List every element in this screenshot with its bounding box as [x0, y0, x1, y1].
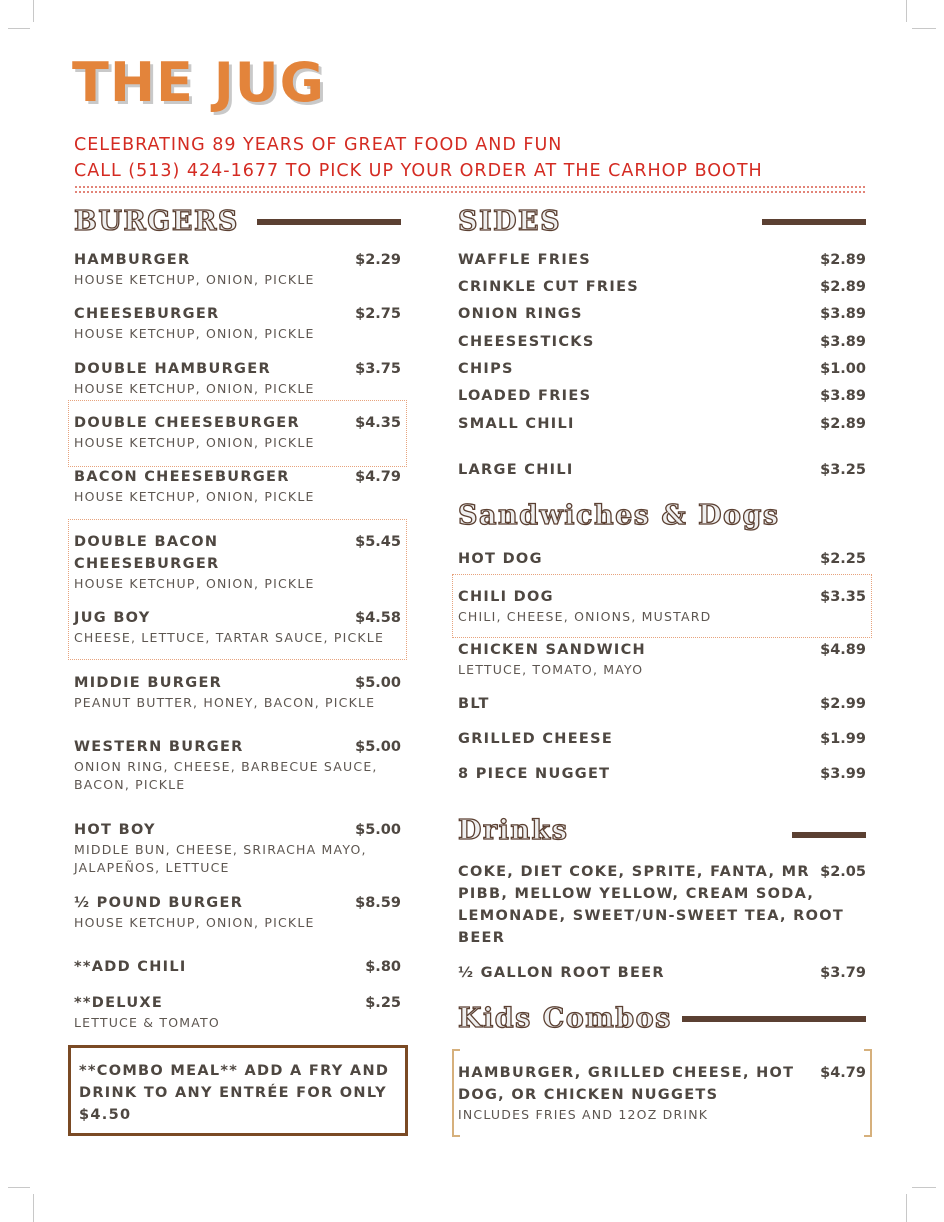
item-name: COKE, DIET COKE, SPRITE, FANTA, MR PIBB, MELLOW YELLOW, CREAM SODA, LEMONADE, SWEET/UN-SWEET TEA, ROOT BEER [458, 864, 845, 946]
menu-item [74, 531, 401, 593]
item-name: HAMBURGER [74, 252, 191, 268]
item-name: CHIPS [458, 361, 514, 377]
item-name: **DELUXE [74, 995, 164, 1011]
item-name: LARGE CHILI [458, 462, 574, 478]
item-description: HOUSE KETCHUP, ONION, PICKLE [74, 915, 315, 930]
item-price: $3.89 [820, 334, 866, 350]
item-name: DOUBLE HAMBURGER [74, 361, 271, 377]
item-price: $3.89 [820, 388, 866, 404]
item-price: $.25 [365, 995, 401, 1011]
section-title-burgers: BURGERS [74, 206, 239, 237]
crop-mark [33, 1194, 34, 1222]
item-price: $4.79 [820, 1065, 866, 1081]
section-rule [762, 219, 866, 225]
menu-item [458, 548, 866, 570]
item-price: $8.59 [355, 895, 401, 911]
crop-mark [912, 28, 936, 29]
menu-item [74, 466, 401, 506]
item-name: HOT BOY [74, 822, 156, 838]
item-name: HAMBURGER, GRILLED CHEESE, HOT DOG, OR CHICKEN NUGGETS [458, 1065, 795, 1103]
dotted-divider [74, 191, 866, 193]
item-price: $4.58 [355, 610, 401, 626]
item-price: $4.35 [355, 415, 401, 431]
item-name: GRILLED CHEESE [458, 731, 614, 747]
item-name: BLT [458, 696, 490, 712]
item-name: SMALL CHILI [458, 416, 575, 432]
combo-meal-box [68, 1045, 408, 1136]
menu-item [74, 412, 401, 452]
menu-item [458, 728, 866, 750]
item-name: MIDDIE BURGER [74, 675, 223, 691]
item-price: $.80 [365, 959, 401, 975]
tagline-phone: CALL (513) 424-1677 TO PICK UP YOUR ORDER AT THE CARHOP BOOTH [74, 161, 763, 181]
menu-item [458, 385, 866, 407]
item-description: HOUSE KETCHUP, ONION, PICKLE [74, 381, 315, 396]
menu-item [74, 819, 401, 877]
crop-mark [33, 0, 34, 22]
menu-item [74, 358, 401, 398]
menu-item [74, 956, 401, 978]
crop-mark [8, 28, 30, 29]
burgers-header [74, 206, 401, 237]
menu-item [458, 358, 866, 380]
menu-title: THE JUG [72, 51, 325, 114]
item-description: HOUSE KETCHUP, ONION, PICKLE [74, 326, 315, 341]
item-name: HOT DOG [458, 551, 543, 567]
menu-item [458, 276, 866, 298]
item-name: ½ POUND BURGER [74, 895, 244, 911]
dotted-divider [74, 186, 866, 188]
kids-header [458, 1003, 866, 1034]
item-name: WAFFLE FRIES [458, 252, 591, 268]
item-price: $2.99 [820, 696, 866, 712]
menu-item [458, 693, 866, 715]
item-name: CHEESEBURGER [74, 306, 220, 322]
drinks-header [458, 815, 866, 846]
menu-item [458, 586, 866, 626]
crop-mark [8, 1187, 30, 1188]
item-name: LOADED FRIES [458, 388, 592, 404]
menu-item [458, 763, 866, 785]
item-description: CHEESE, LETTUCE, TARTAR SAUCE, PICKLE [74, 630, 385, 645]
menu-item [458, 331, 866, 353]
item-name: BACON CHEESEBURGER [74, 469, 290, 485]
item-name: ONION RINGS [458, 306, 583, 322]
item-name: JUG BOY [74, 610, 151, 626]
item-description: PEANUT BUTTER, HONEY, BACON, PICKLE [74, 695, 376, 710]
crop-mark [906, 1194, 907, 1222]
item-name: WESTERN BURGER [74, 739, 244, 755]
item-price: $1.00 [820, 361, 866, 377]
section-title-kids: Kids Combos [458, 1003, 672, 1034]
menu-item [458, 861, 866, 949]
item-price: $2.89 [820, 416, 866, 432]
item-price: $2.25 [820, 551, 866, 567]
combo-meal-text: **COMBO MEAL** ADD A FRY AND DRINK TO ANY ENTRÉE FOR ONLY $4.50 [79, 1063, 390, 1123]
menu-item [74, 992, 401, 1032]
item-price: $5.00 [355, 822, 401, 838]
item-name: DOUBLE CHEESEBURGER [74, 415, 300, 431]
item-price: $4.89 [820, 642, 866, 658]
tagline-anniversary: CELEBRATING 89 YEARS OF GREAT FOOD AND FUN [74, 135, 563, 155]
item-name: CRINKLE CUT FRIES [458, 279, 640, 295]
sandwiches-header [458, 500, 866, 531]
menu-item [458, 459, 866, 481]
item-price: $3.79 [820, 965, 866, 981]
item-description: MIDDLE BUN, CHEESE, SRIRACHA MAYO, JALAPEÑOS, LETTUCE [74, 842, 367, 875]
item-price: $2.29 [355, 252, 401, 268]
section-rule [257, 219, 401, 225]
sides-header [458, 206, 866, 237]
menu-item [458, 303, 866, 325]
item-description: HOUSE KETCHUP, ONION, PICKLE [74, 435, 315, 450]
menu-item [74, 672, 401, 712]
menu-item [458, 249, 866, 271]
item-description: ONION RING, CHEESE, BARBECUE SAUCE, BACON, PICKLE [74, 759, 378, 792]
item-name: CHILI DOG [458, 589, 554, 605]
menu-item [74, 736, 401, 794]
item-price: $2.05 [820, 864, 866, 880]
item-name: CHICKEN SANDWICH [458, 642, 646, 658]
item-description: HOUSE KETCHUP, ONION, PICKLE [74, 489, 315, 504]
item-price: $5.00 [355, 739, 401, 755]
menu-item [458, 962, 866, 984]
item-price: $5.00 [355, 675, 401, 691]
item-price: $2.89 [820, 252, 866, 268]
crop-mark [906, 0, 907, 22]
item-name: **ADD CHILI [74, 959, 187, 975]
item-name: DOUBLE BACON CHEESEBURGER [74, 534, 220, 572]
menu-item [458, 1062, 866, 1124]
section-title-sides: SIDES [458, 206, 562, 237]
menu-item [74, 303, 401, 343]
item-description: LETTUCE & TOMATO [74, 1015, 220, 1030]
item-price: $3.89 [820, 306, 866, 322]
item-description: INCLUDES FRIES AND 12OZ DRINK [458, 1107, 709, 1122]
item-name: ½ GALLON ROOT BEER [458, 965, 665, 981]
item-price: $4.79 [355, 469, 401, 485]
menu-item [74, 892, 401, 932]
item-description: HOUSE KETCHUP, ONION, PICKLE [74, 576, 315, 591]
section-rule [682, 1016, 866, 1022]
item-price: $3.99 [820, 766, 866, 782]
item-price: $3.35 [820, 589, 866, 605]
crop-mark [912, 1187, 936, 1188]
item-price: $2.75 [355, 306, 401, 322]
item-description: HOUSE KETCHUP, ONION, PICKLE [74, 272, 315, 287]
item-price: $3.25 [820, 462, 866, 478]
item-name: CHEESESTICKS [458, 334, 595, 350]
item-name: 8 PIECE NUGGET [458, 766, 611, 782]
section-title-sandwiches: Sandwiches & Dogs [458, 500, 780, 531]
menu-item [74, 607, 401, 647]
section-title-drinks: Drinks [458, 815, 569, 846]
item-description: CHILI, CHEESE, ONIONS, MUSTARD [458, 609, 712, 624]
item-price: $3.75 [355, 361, 401, 377]
menu-item [458, 639, 866, 679]
item-price: $2.89 [820, 279, 866, 295]
menu-item [74, 249, 401, 289]
item-description: LETTUCE, TOMATO, MAYO [458, 662, 644, 677]
menu-item [458, 413, 866, 435]
section-rule [792, 832, 866, 838]
item-price: $5.45 [355, 534, 401, 550]
item-price: $1.99 [820, 731, 866, 747]
